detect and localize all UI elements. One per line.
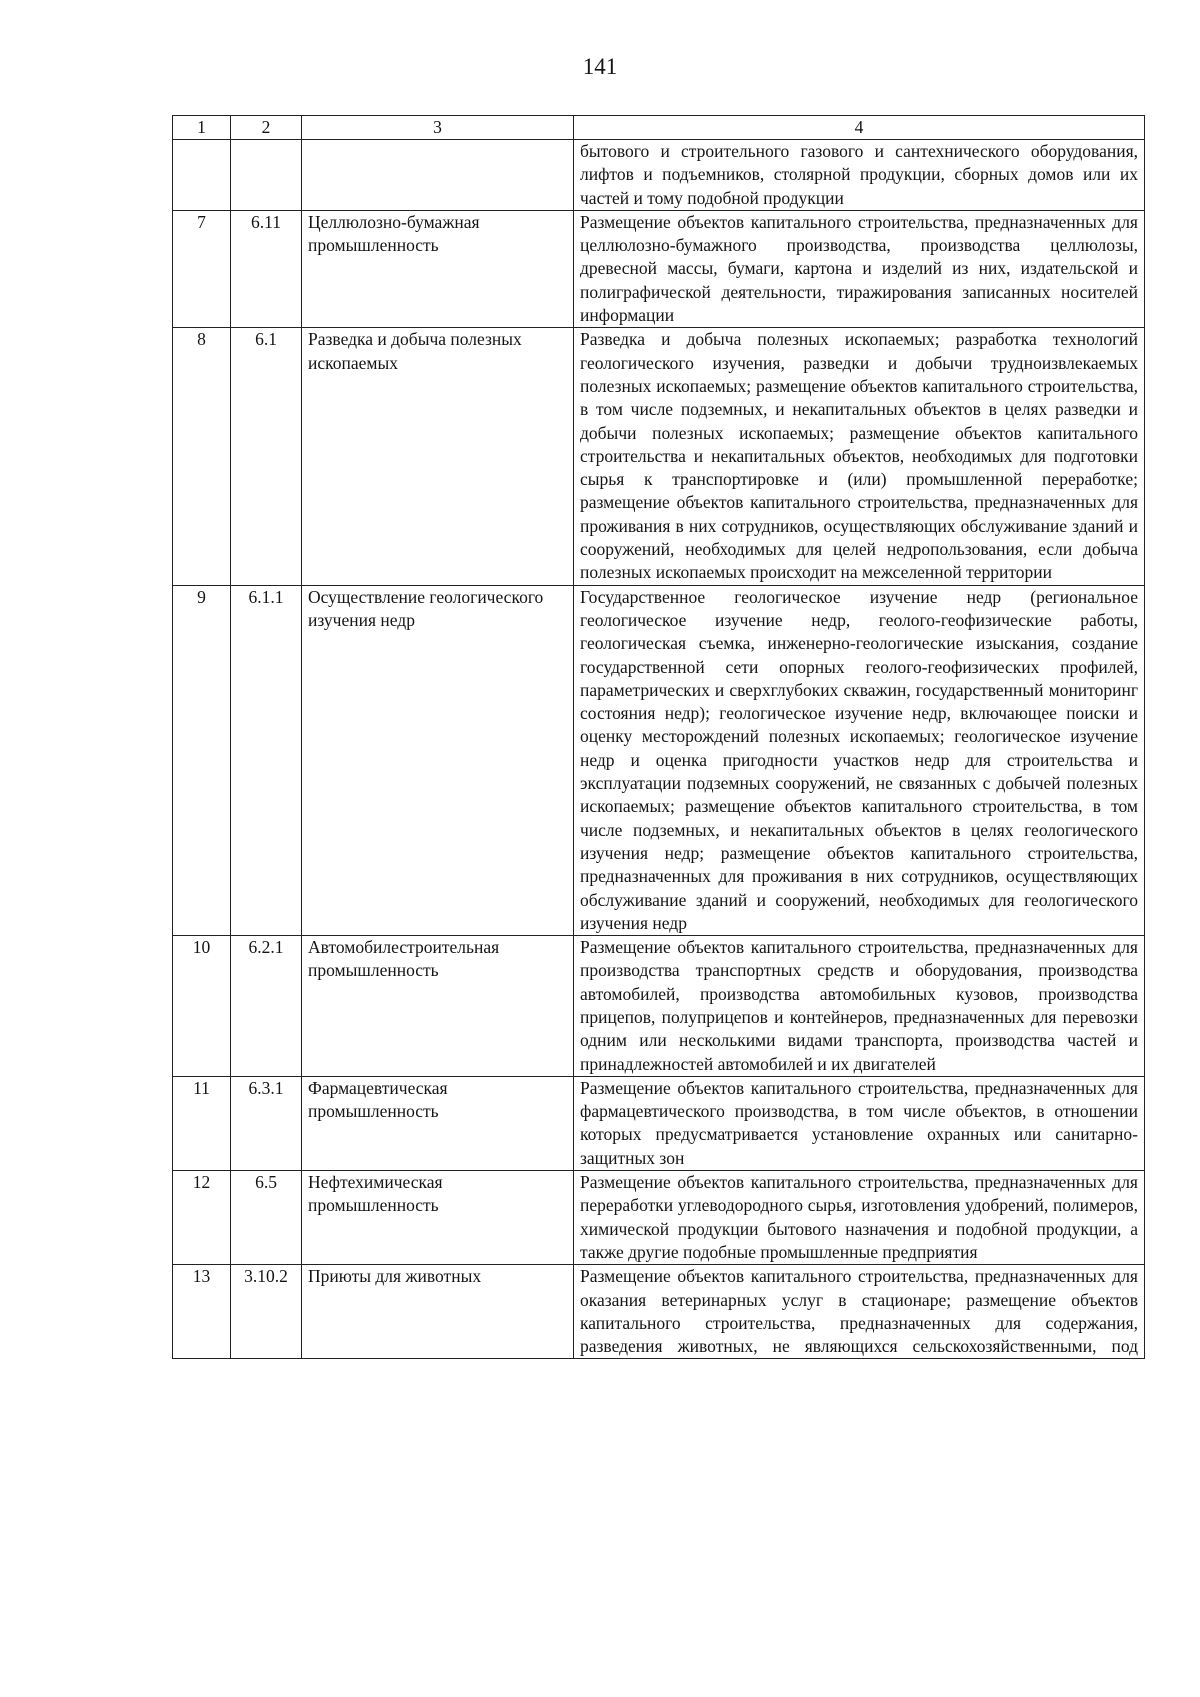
column-header-1: 1 <box>173 116 231 140</box>
row-description: Размещение объектов капитального строительства, предназначенных для целлюлозно-бумажного производства, производства целлюлозы, древесной массы, бумаги, картона и изделий из них, издательской и полиграфической деятельности, тиражирования записанных носителей информации <box>574 210 1145 327</box>
row-name: Автомобилестроительная промышленность <box>302 936 574 1077</box>
row-number: 11 <box>173 1076 231 1170</box>
row-description: бытового и строительного газового и сантехнического оборудования, лифтов и подъемников, столярной продукции, сборных домов или их частей и тому подобной продукции <box>574 140 1145 211</box>
table-row <box>173 210 1145 327</box>
row-number: 9 <box>173 585 231 935</box>
row-code: 6.11 <box>231 210 302 327</box>
row-description: Размещение объектов капитального строительства, предназначенных для переработки углеводородного сырья, изготовления удобрений, полимеров, химической продукции бытового назначения и подобной продукции, а также другие подобные промышленные предприятия <box>574 1171 1145 1265</box>
row-number: 13 <box>173 1265 231 1359</box>
row-description: Размещение объектов капитального строительства, предназначенных для производства транспортных средств и оборудования, производства автомобилей, производства автомобильных кузовов, производства прицепов, полуприцепов и контейнеров, предназначенных для перевозки одним или несколькими видами транспорта, производства частей и принадлежностей автомобилей и их двигателей <box>574 936 1145 1077</box>
column-header-4: 4 <box>574 116 1145 140</box>
row-code: 3.10.2 <box>231 1265 302 1359</box>
row-name: Разведка и добыча полезных ископаемых <box>302 328 574 585</box>
row-name: Целлюлозно-бумажная промышленность <box>302 210 574 327</box>
table-row <box>173 1171 1145 1265</box>
table-header-row <box>173 116 1145 140</box>
row-code: 6.3.1 <box>231 1076 302 1170</box>
row-name <box>302 140 574 211</box>
row-code: 6.1 <box>231 328 302 585</box>
table-row <box>173 936 1145 1077</box>
column-header-2: 2 <box>231 116 302 140</box>
row-code: 6.1.1 <box>231 585 302 935</box>
table-row <box>173 1265 1145 1359</box>
row-number: 10 <box>173 936 231 1077</box>
table-row <box>173 140 1145 211</box>
table-row <box>173 585 1145 935</box>
row-number: 8 <box>173 328 231 585</box>
row-number <box>173 140 231 211</box>
row-code: 6.2.1 <box>231 936 302 1077</box>
row-description: Государственное геологическое изучение недр (региональное геологическое изучение недр, геолого-геофизические работы, геологическая съемка, инженерно-геологические изыскания, создание государственной сети опорных геолого-геофизических профилей, параметрических и сверхглубоких скважин, государственный мониторинг состояния недр); геологическое изучение недр, включающее поиски и оценку месторождений полезных ископаемых; геологическое изучение недр и оценка пригодности участков недр для строительства и эксплуатации подземных сооружений, не связанных с добычей полезных ископаемых; размещение объектов капитального строительства, в том числе подземных, и некапитальных объектов в целях геологического изучения недр; размещение объектов капитального строительства, предназначенных для проживания в них сотрудников, осуществляющих обслуживание зданий и сооружений, необходимых для геологического изучения недр <box>574 585 1145 935</box>
land-use-table <box>172 115 1145 1359</box>
row-description: Размещение объектов капитального строительства, предназначенных для фармацевтического производства, в том числе объектов, в отношении которых предусматривается установление охранных или санитарно-защитных зон <box>574 1076 1145 1170</box>
column-header-3: 3 <box>302 116 574 140</box>
row-name: Осуществление геологического изучения недр <box>302 585 574 935</box>
row-description: Размещение объектов капитального строительства, предназначенных для оказания ветеринарных услуг в стационаре; размещение объектов капитального строительства, предназначенных для содержания, разведения животных, не являющихся сельскохозяйственными, под <box>574 1265 1145 1359</box>
table-row <box>173 328 1145 585</box>
row-number: 7 <box>173 210 231 327</box>
page-number: 141 <box>582 54 618 79</box>
table-row <box>173 1076 1145 1170</box>
row-code: 6.5 <box>231 1171 302 1265</box>
row-number: 12 <box>173 1171 231 1265</box>
row-name: Нефтехимическая промышленность <box>302 1171 574 1265</box>
row-description: Разведка и добыча полезных ископаемых; разработка технологий геологического изучения, разведки и добычи трудноизвлекаемых полезных ископаемых; размещение объектов капитального строительства, в том числе подземных, и некапитальных объектов в целях разведки и добычи полезных ископаемых; размещение объектов капитального строительства и некапитальных объектов, необходимых для подготовки сырья к транспортировке и (или) промышленной переработке; размещение объектов капитального строительства, предназначенных для проживания в них сотрудников, осуществляющих обслуживание зданий и сооружений, необходимых для целей недропользования, если добыча полезных ископаемых происходит на межселенной территории <box>574 328 1145 585</box>
row-code <box>231 140 302 211</box>
row-name: Приюты для животных <box>302 1265 574 1359</box>
row-name: Фармацевтическая промышленность <box>302 1076 574 1170</box>
